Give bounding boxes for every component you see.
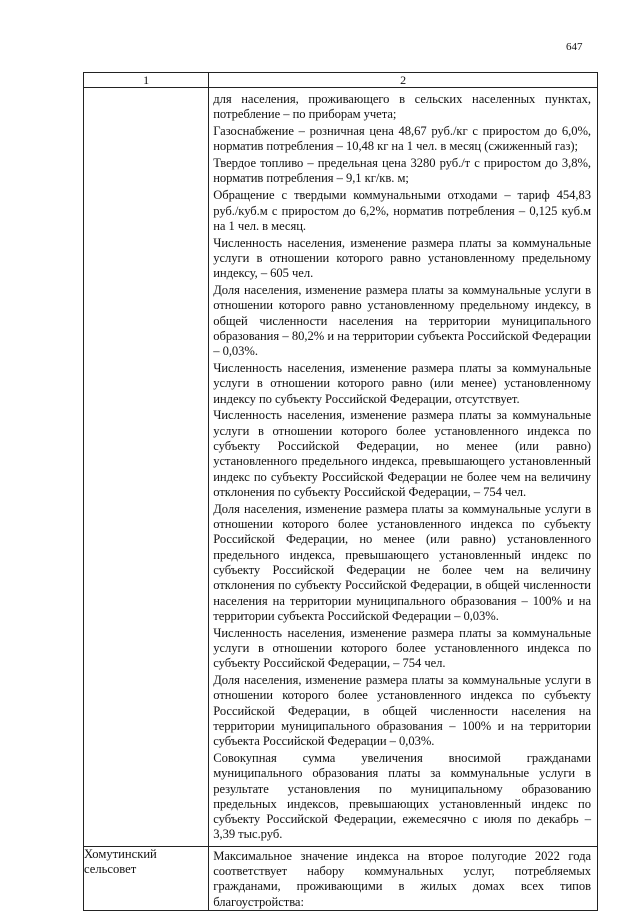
row1-col1 — [84, 88, 209, 847]
document-table — [83, 72, 598, 911]
paragraph: Газоснабжение – розничная цена 48,67 руб./кг с приростом до 6,0%, норматив потребления – 10,48 кг на 1 чел. в месяц (сжиженный газ); — [213, 124, 591, 154]
paragraph: Численность населения, изменение размера платы за коммунальные услуги в отношении которого равно (или менее) установленному индексу по субъекту Российской Федерации, отсутствует. — [213, 361, 591, 406]
row2-col2 — [209, 846, 598, 910]
page-number: 647 — [566, 41, 583, 53]
paragraph: Доля населения, изменение размера платы за коммунальные услуги в отношении которого более установленного индекса по субъекту Российской Федерации, в общей численности населения на территории муниципального образования – 100% и на территории субъекта Российской Федерации – 0,03%. — [213, 672, 591, 749]
paragraph: Численность населения, изменение размера платы за коммунальные услуги в отношении которого равно установленному предельному индексу, – 605 чел. — [213, 235, 591, 281]
paragraph: Совокупная сумма увеличения вносимой гражданами муниципального образования платы за коммунальные услуги в результате установления по муниципальному образованию предельных индексов, превышающих установленный индекс по субъекту Российской Федерации, ежемесячно с июля по декабрь – 3,39 тыс.руб. — [213, 750, 591, 842]
paragraph: Доля населения, изменение размера платы за коммунальные услуги в отношении которого равно установленному предельному индексу, в общей численности населения на территории муниципального образования – 80,2% и на территории субъекта Российской Федерации – 0,03%. — [213, 283, 591, 359]
table-row — [84, 846, 598, 910]
table-row — [84, 88, 598, 847]
municipality-name-line: Хомутинский — [84, 846, 157, 861]
table-header-row — [84, 73, 598, 88]
paragraph: для населения, проживающего в сельских населенных пунктах, потребление – по приборам учета; — [213, 92, 591, 122]
header-cell-2: 2 — [209, 73, 598, 88]
paragraph: Доля населения, изменение размера платы за коммунальные услуги в отношении которого более установленного индекса по субъекту Российской Федерации, но менее (или равно) установленного предельного индекса, превышающего установленный индекс по субъекту Российской Федерации не более чем на величину отклонения по субъекту Российской Федерации, в общей численности населения на территории муниципального образования – 100% и на территории субъекта Российской Федерации – 0,03%. — [213, 501, 591, 623]
paragraph: Максимальное значение индекса на второе полугодие 2022 года соответствует набору коммунальных услуг, потребляемых гражданами, проживающими в жилых домах всех типов благоустройства: — [213, 848, 591, 909]
row2-col1 — [84, 846, 209, 910]
row1-col2 — [209, 88, 598, 847]
paragraph: Обращение с твердыми коммунальными отходами – тариф 454,83 руб./куб.м с приростом до 6,2%, норматив потребления – 0,125 куб.м на 1 чел. в месяц. — [213, 188, 591, 233]
paragraph: Численность населения, изменение размера платы за коммунальные услуги в отношении которого более установленного индекса по субъекту Российской Федерации, но менее (или равно) установленного предельного индекса, превышающего установленный индекс по субъекту Российской Федерации не более чем на величину отклонения по субъекту Российской Федерации, – 754 чел. — [213, 408, 591, 499]
municipality-name-line: сельсовет — [84, 862, 137, 877]
paragraph: Твердое топливо – предельная цена 3280 руб./т с приростом до 3,8%, норматив потребления – 9,1 кг/кв. м; — [213, 156, 591, 186]
header-cell-1: 1 — [84, 73, 209, 88]
paragraph: Численность населения, изменение размера платы за коммунальные услуги в отношении которого более установленного индекса по субъекту Российской Федерации, – 754 чел. — [213, 625, 591, 671]
